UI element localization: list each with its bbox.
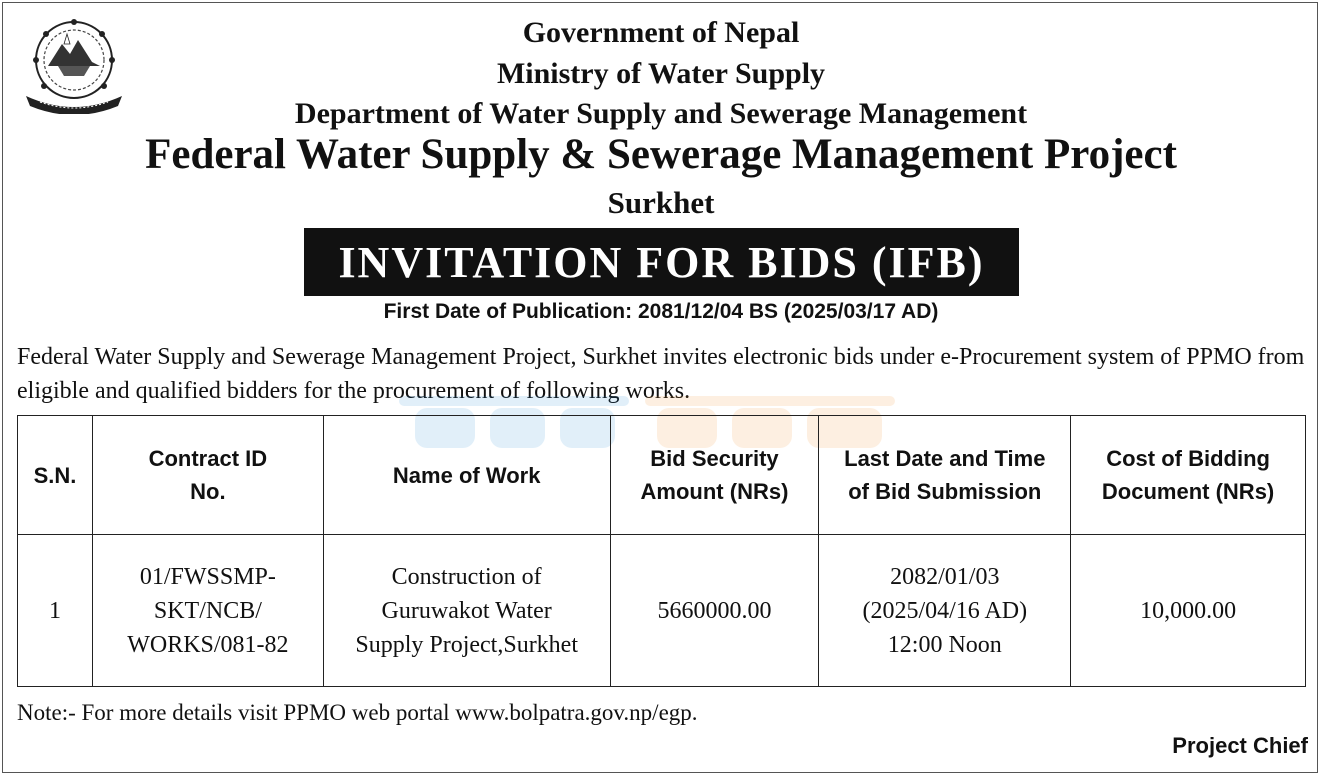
footer-note: Note:- For more details visit PPMO web portal www.bolpatra.gov.np/egp. — [17, 700, 698, 725]
intro-paragraph: Federal Water Supply and Sewerage Management Project, Surkhet invites electronic bids under e-Procurement system of PPMO from eligible and qualified bidders for the procurement of following works. — [17, 344, 1305, 404]
header-cost-of-document: Cost of Bidding Document (NRs) — [1071, 416, 1306, 535]
table-header-row — [18, 416, 1306, 535]
cell-last-date: 2082/01/03 (2025/04/16 AD) 12:00 Noon — [819, 535, 1071, 687]
header-contract-id: Contract ID No. — [92, 416, 323, 535]
ifb-title: INVITATION FOR BIDS (IFB) — [338, 237, 985, 287]
header-bid-security: Bid Security Amount (NRs) — [610, 416, 819, 535]
cell-cost-of-document: 10,000.00 — [1071, 535, 1306, 687]
cell-contract-id: 01/FWSSMP- SKT/NCB/ WORKS/081-82 — [92, 535, 323, 687]
project-title: Federal Water Supply & Sewerage Management Project — [145, 131, 1177, 178]
cell-bid-security: 5660000.00 — [610, 535, 819, 687]
header-last-date: Last Date and Time of Bid Submission — [819, 416, 1071, 535]
government-title: Government of Nepal — [522, 16, 800, 49]
project-location: Surkhet — [607, 185, 715, 220]
cell-name-of-work: Construction of Guruwakot Water Supply Project,Surkhet — [323, 535, 610, 687]
ministry-title: Ministry of Water Supply — [496, 57, 826, 90]
ifb-title-bar — [304, 228, 1019, 296]
header-sn: S.N. — [18, 416, 93, 535]
cell-sn: 1 — [18, 535, 93, 687]
publication-date: First Date of Publication: 2081/12/04 BS (2025/03/17 AD) — [383, 300, 939, 323]
department-title: Department of Water Supply and Sewerage Management — [294, 97, 1028, 130]
signer-title: Project Chief — [1172, 733, 1308, 758]
table-row — [18, 535, 1306, 687]
header-name-of-work: Name of Work — [323, 416, 610, 535]
bids-table — [17, 415, 1306, 687]
